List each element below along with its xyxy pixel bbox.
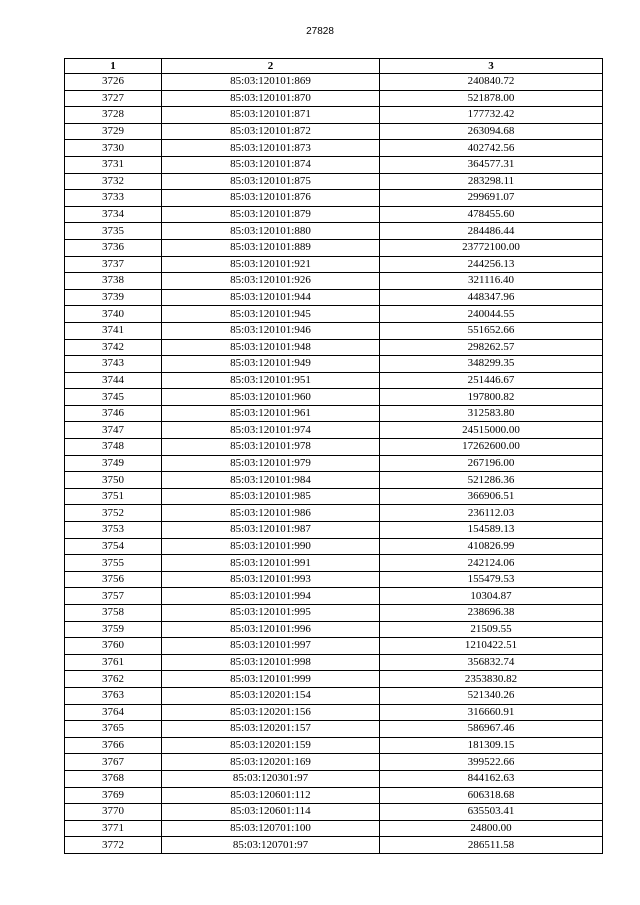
table-row	[65, 123, 603, 140]
row-number-cell: 3728	[65, 107, 162, 124]
value-cell: 283298.11	[380, 173, 603, 190]
value-cell: 284486.44	[380, 223, 603, 240]
column-header-2: 2	[162, 59, 380, 74]
cadastral-number-cell: 85:03:120601:114	[162, 804, 380, 821]
value-cell: 23772100.00	[380, 239, 603, 256]
row-number-cell: 3743	[65, 356, 162, 373]
row-number-cell: 3737	[65, 256, 162, 273]
table-row	[65, 223, 603, 240]
cadastral-number-cell: 85:03:120101:978	[162, 439, 380, 456]
table-row	[65, 273, 603, 290]
cadastral-number-cell: 85:03:120101:961	[162, 405, 380, 422]
value-cell: 240044.55	[380, 306, 603, 323]
cadastral-number-cell: 85:03:120101:926	[162, 273, 380, 290]
value-cell: 236112.03	[380, 505, 603, 522]
table-row	[65, 770, 603, 787]
cadastral-number-cell: 85:03:120101:948	[162, 339, 380, 356]
cadastral-number-cell: 85:03:120201:157	[162, 721, 380, 738]
table-row	[65, 422, 603, 439]
value-cell: 521286.36	[380, 472, 603, 489]
row-number-cell: 3770	[65, 804, 162, 821]
table-row	[65, 621, 603, 638]
table-row	[65, 754, 603, 771]
row-number-cell: 3753	[65, 522, 162, 539]
table-header-row	[65, 59, 603, 74]
value-cell: 356832.74	[380, 654, 603, 671]
row-number-cell: 3751	[65, 488, 162, 505]
cadastral-number-cell: 85:03:120101:999	[162, 671, 380, 688]
cadastral-number-cell: 85:03:120101:875	[162, 173, 380, 190]
value-cell: 312583.80	[380, 405, 603, 422]
column-header-1: 1	[65, 59, 162, 74]
value-cell: 402742.56	[380, 140, 603, 157]
table-row	[65, 704, 603, 721]
value-cell: 521340.26	[380, 687, 603, 704]
value-cell: 242124.06	[380, 555, 603, 572]
value-cell: 586967.46	[380, 721, 603, 738]
value-cell: 286511.58	[380, 837, 603, 854]
table-row	[65, 107, 603, 124]
cadastral-number-cell: 85:03:120101:986	[162, 505, 380, 522]
cadastral-number-cell: 85:03:120201:159	[162, 737, 380, 754]
value-cell: 521878.00	[380, 90, 603, 107]
column-header-3: 3	[380, 59, 603, 74]
cadastral-number-cell: 85:03:120201:169	[162, 754, 380, 771]
row-number-cell: 3759	[65, 621, 162, 638]
row-number-cell: 3757	[65, 588, 162, 605]
table-row	[65, 306, 603, 323]
table-row	[65, 638, 603, 655]
cadastral-number-cell: 85:03:120101:951	[162, 372, 380, 389]
row-number-cell: 3768	[65, 770, 162, 787]
row-number-cell: 3755	[65, 555, 162, 572]
cadastral-number-cell: 85:03:120101:873	[162, 140, 380, 157]
value-cell: 298262.57	[380, 339, 603, 356]
value-cell: 1210422.51	[380, 638, 603, 655]
table-row	[65, 74, 603, 91]
cadastral-number-cell: 85:03:120101:871	[162, 107, 380, 124]
cadastral-number-cell: 85:03:120101:876	[162, 190, 380, 207]
row-number-cell: 3727	[65, 90, 162, 107]
cadastral-number-cell: 85:03:120101:874	[162, 156, 380, 173]
table-row	[65, 687, 603, 704]
table-row	[65, 804, 603, 821]
row-number-cell: 3754	[65, 538, 162, 555]
value-cell: 240840.72	[380, 74, 603, 91]
cadastral-number-cell: 85:03:120701:97	[162, 837, 380, 854]
value-cell: 399522.66	[380, 754, 603, 771]
cadastral-number-cell: 85:03:120101:974	[162, 422, 380, 439]
table-row	[65, 671, 603, 688]
table-row	[65, 737, 603, 754]
cadastral-number-cell: 85:03:120101:880	[162, 223, 380, 240]
cadastral-number-cell: 85:03:120101:944	[162, 289, 380, 306]
value-cell: 410826.99	[380, 538, 603, 555]
value-cell: 181309.15	[380, 737, 603, 754]
cadastral-number-cell: 85:03:120101:995	[162, 605, 380, 622]
value-cell: 24800.00	[380, 820, 603, 837]
row-number-cell: 3739	[65, 289, 162, 306]
cadastral-number-cell: 85:03:120201:156	[162, 704, 380, 721]
table-row	[65, 555, 603, 572]
value-cell: 17262600.00	[380, 439, 603, 456]
table-row	[65, 190, 603, 207]
table-row	[65, 339, 603, 356]
cadastral-number-cell: 85:03:120101:870	[162, 90, 380, 107]
table-row	[65, 654, 603, 671]
table-row	[65, 372, 603, 389]
cadastral-number-cell: 85:03:120101:949	[162, 356, 380, 373]
cadastral-number-cell: 85:03:120101:945	[162, 306, 380, 323]
table-row	[65, 820, 603, 837]
row-number-cell: 3726	[65, 74, 162, 91]
value-cell: 21509.55	[380, 621, 603, 638]
row-number-cell: 3736	[65, 239, 162, 256]
cadastral-number-cell: 85:03:120101:921	[162, 256, 380, 273]
cadastral-number-cell: 85:03:120101:946	[162, 322, 380, 339]
value-cell: 299691.07	[380, 190, 603, 207]
value-cell: 197800.82	[380, 389, 603, 406]
table-row	[65, 90, 603, 107]
table-row	[65, 239, 603, 256]
table-row	[65, 787, 603, 804]
cadastral-number-cell: 85:03:120301:97	[162, 770, 380, 787]
value-cell: 244256.13	[380, 256, 603, 273]
cadastral-number-cell: 85:03:120101:985	[162, 488, 380, 505]
value-cell: 635503.41	[380, 804, 603, 821]
page-number: 27828	[306, 26, 334, 37]
value-cell: 348299.35	[380, 356, 603, 373]
row-number-cell: 3745	[65, 389, 162, 406]
row-number-cell: 3760	[65, 638, 162, 655]
row-number-cell: 3734	[65, 206, 162, 223]
value-cell: 551652.66	[380, 322, 603, 339]
value-cell: 251446.67	[380, 372, 603, 389]
table-row	[65, 156, 603, 173]
row-number-cell: 3749	[65, 455, 162, 472]
cadastral-number-cell: 85:03:120101:869	[162, 74, 380, 91]
row-number-cell: 3731	[65, 156, 162, 173]
table-row	[65, 206, 603, 223]
table-row	[65, 837, 603, 854]
table-row	[65, 256, 603, 273]
row-number-cell: 3746	[65, 405, 162, 422]
table-row	[65, 522, 603, 539]
table-row	[65, 322, 603, 339]
cadastral-number-cell: 85:03:120101:996	[162, 621, 380, 638]
row-number-cell: 3771	[65, 820, 162, 837]
row-number-cell: 3766	[65, 737, 162, 754]
row-number-cell: 3729	[65, 123, 162, 140]
value-cell: 316660.91	[380, 704, 603, 721]
cadastral-number-cell: 85:03:120701:100	[162, 820, 380, 837]
value-cell: 366906.51	[380, 488, 603, 505]
value-cell: 267196.00	[380, 455, 603, 472]
cadastral-number-cell: 85:03:120101:994	[162, 588, 380, 605]
row-number-cell: 3758	[65, 605, 162, 622]
table-row	[65, 488, 603, 505]
row-number-cell: 3741	[65, 322, 162, 339]
table-row	[65, 588, 603, 605]
table-row	[65, 571, 603, 588]
cadastral-number-cell: 85:03:120101:993	[162, 571, 380, 588]
table-row	[65, 505, 603, 522]
table-row	[65, 289, 603, 306]
table-row	[65, 356, 603, 373]
row-number-cell: 3732	[65, 173, 162, 190]
value-cell: 844162.63	[380, 770, 603, 787]
row-number-cell: 3750	[65, 472, 162, 489]
row-number-cell: 3769	[65, 787, 162, 804]
row-number-cell: 3742	[65, 339, 162, 356]
value-cell: 10304.87	[380, 588, 603, 605]
table-row	[65, 439, 603, 456]
row-number-cell: 3738	[65, 273, 162, 290]
table-row	[65, 605, 603, 622]
value-cell: 177732.42	[380, 107, 603, 124]
row-number-cell: 3761	[65, 654, 162, 671]
cadastral-number-cell: 85:03:120101:997	[162, 638, 380, 655]
value-cell: 154589.13	[380, 522, 603, 539]
cadastral-number-cell: 85:03:120101:960	[162, 389, 380, 406]
row-number-cell: 3763	[65, 687, 162, 704]
cadastral-number-cell: 85:03:120101:990	[162, 538, 380, 555]
row-number-cell: 3747	[65, 422, 162, 439]
row-number-cell: 3765	[65, 721, 162, 738]
cadastral-number-cell: 85:03:120101:889	[162, 239, 380, 256]
table-row	[65, 472, 603, 489]
row-number-cell: 3762	[65, 671, 162, 688]
table-row	[65, 455, 603, 472]
cadastral-number-cell: 85:03:120101:879	[162, 206, 380, 223]
registry-table	[64, 58, 603, 854]
value-cell: 263094.68	[380, 123, 603, 140]
row-number-cell: 3730	[65, 140, 162, 157]
cadastral-number-cell: 85:03:120101:987	[162, 522, 380, 539]
row-number-cell: 3767	[65, 754, 162, 771]
value-cell: 2353830.82	[380, 671, 603, 688]
row-number-cell: 3756	[65, 571, 162, 588]
table-row	[65, 405, 603, 422]
row-number-cell: 3764	[65, 704, 162, 721]
cadastral-number-cell: 85:03:120101:984	[162, 472, 380, 489]
row-number-cell: 3733	[65, 190, 162, 207]
table-body	[65, 74, 603, 854]
table-row	[65, 389, 603, 406]
value-cell: 321116.40	[380, 273, 603, 290]
row-number-cell: 3752	[65, 505, 162, 522]
row-number-cell: 3740	[65, 306, 162, 323]
value-cell: 155479.53	[380, 571, 603, 588]
cadastral-number-cell: 85:03:120101:998	[162, 654, 380, 671]
value-cell: 606318.68	[380, 787, 603, 804]
table-row	[65, 538, 603, 555]
value-cell: 448347.96	[380, 289, 603, 306]
cadastral-number-cell: 85:03:120101:991	[162, 555, 380, 572]
row-number-cell: 3744	[65, 372, 162, 389]
cadastral-number-cell: 85:03:120101:872	[162, 123, 380, 140]
value-cell: 238696.38	[380, 605, 603, 622]
cadastral-number-cell: 85:03:120201:154	[162, 687, 380, 704]
value-cell: 364577.31	[380, 156, 603, 173]
table-row	[65, 140, 603, 157]
table-row	[65, 721, 603, 738]
cadastral-number-cell: 85:03:120101:979	[162, 455, 380, 472]
row-number-cell: 3735	[65, 223, 162, 240]
value-cell: 24515000.00	[380, 422, 603, 439]
row-number-cell: 3748	[65, 439, 162, 456]
table-row	[65, 173, 603, 190]
value-cell: 478455.60	[380, 206, 603, 223]
cadastral-number-cell: 85:03:120601:112	[162, 787, 380, 804]
row-number-cell: 3772	[65, 837, 162, 854]
